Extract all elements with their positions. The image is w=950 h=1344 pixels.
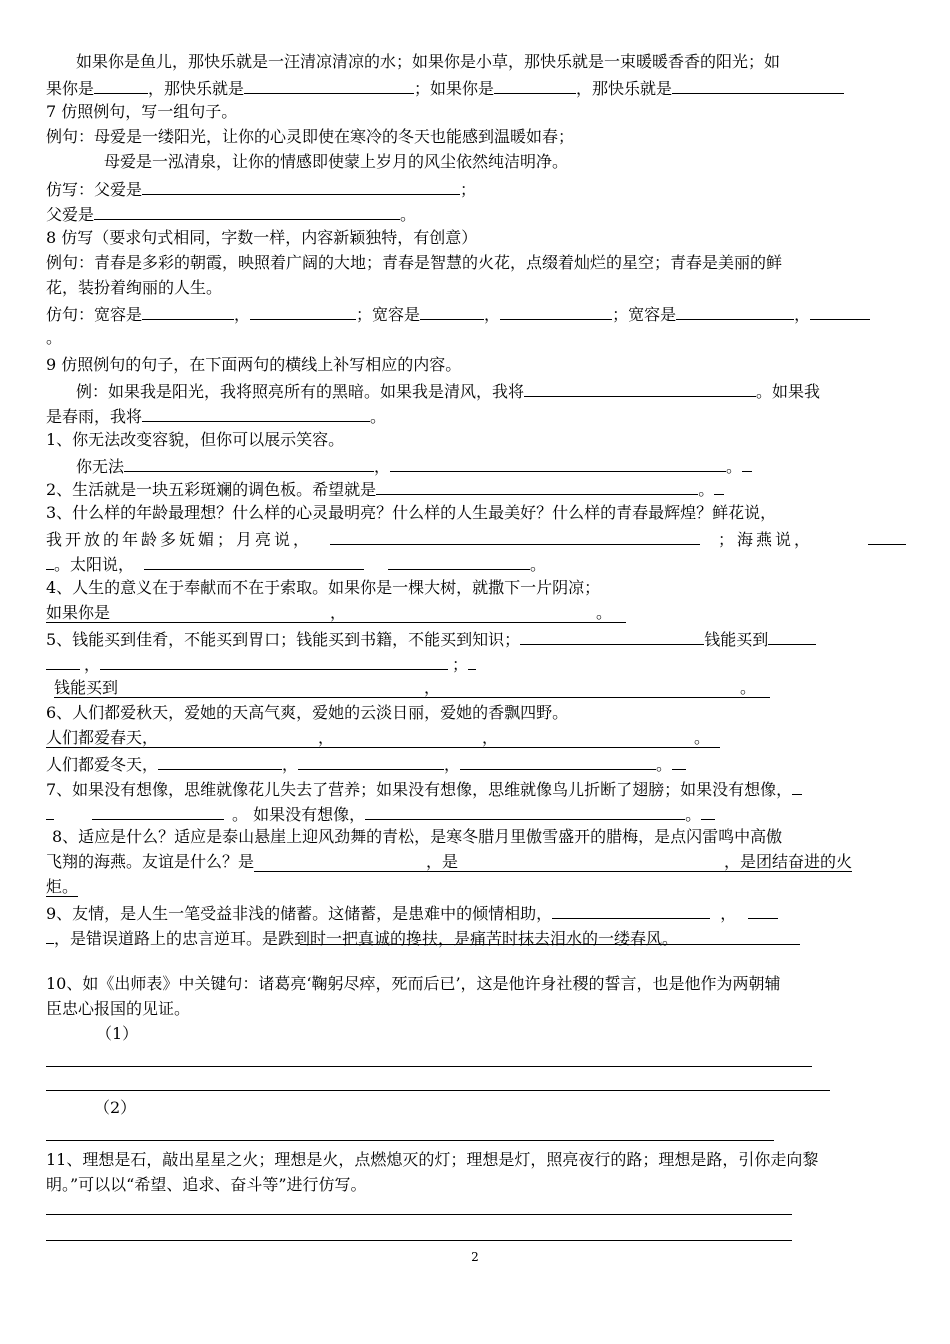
answer-blank[interactable] (388, 551, 530, 570)
text-line: 6、人们都爱秋天，爱她的天高气爽，爱她的云淡日丽，爱她的香飘四野。 (46, 703, 569, 722)
text-line: 4、人生的意义在于奉献而不在于索取。如果你是一棵大树，就撒下一片阴凉； (46, 578, 601, 597)
answer-blank[interactable] (792, 776, 802, 795)
text-line: 人们都爱春天， ， ， 。 (46, 726, 906, 750)
answer-blank[interactable] (46, 551, 54, 570)
text-line: 如果你是 ， 。 (46, 601, 906, 625)
text-line: 明。”可以以“希望、追求、奋斗等”进行仿写。 (46, 1175, 367, 1194)
answer-blank[interactable] (742, 453, 752, 472)
text-line: 仿句：宽容是 ， ；宽容是 ， ；宽容是 ， (46, 301, 906, 325)
answer-blank[interactable] (92, 801, 224, 820)
text-line: 果你是 ，那快乐就是 ；如果你是 ，那快乐就是 (46, 75, 906, 99)
text-line: ， ； (46, 651, 906, 675)
answer-blank[interactable] (300, 944, 800, 945)
page-number: 2 (471, 1250, 479, 1264)
answer-line[interactable] (46, 1140, 774, 1141)
answer-blank[interactable] (46, 651, 80, 670)
text-line: 是春雨，我将 。 (46, 403, 906, 427)
text-line: 9、友情，是人生一笔受益非浅的储蓄。这储蓄，是患难中的倾情相助， ， (46, 900, 906, 924)
question-heading: 10、如《出师表》中关键句：诸葛亮‘鞠躬尽瘁，死而后已’，这是他许身社稷的誓言，也是他作为两朝辅 (46, 974, 781, 993)
answer-blank[interactable] (552, 900, 582, 919)
answer-line[interactable]: （1） (96, 1022, 836, 1046)
text-line: 。 如果没有想像， 。 (46, 801, 906, 825)
answer-blank[interactable] (582, 900, 710, 919)
answer-blank[interactable] (46, 801, 54, 820)
answer-blank[interactable] (142, 176, 460, 195)
example-line: 花，装扮着绚丽的人生。 (46, 278, 223, 297)
question-heading: 8 仿写（要求句式相同，字数一样，内容新颖独特，有创意） (46, 228, 478, 247)
answer-blank[interactable] (94, 75, 148, 94)
answer-blank[interactable] (494, 75, 576, 94)
answer-blank[interactable] (100, 651, 448, 670)
text-line: 3、什么样的年龄最理想？什么样的心灵最明亮？什么样的人生最美好？什么样的青春最辉煌？鲜花说， (46, 503, 777, 522)
answer-blank[interactable] (460, 751, 656, 770)
answer-blank[interactable] (376, 476, 698, 495)
answer-blank[interactable] (142, 301, 234, 320)
text-line: 你无法 ， 。 (46, 453, 936, 477)
answer-line[interactable] (46, 1090, 830, 1091)
answer-blank[interactable] (244, 75, 414, 94)
example-line: 例句：青春是多彩的朝霞，映照着广阔的大地；青春是智慧的火花，点缀着灿烂的星空；青春是美丽的鲜 (46, 253, 783, 272)
answer-blank[interactable] (672, 75, 844, 94)
answer-blank[interactable] (144, 551, 364, 570)
text-line: 7、如果没有想像，思维就像花儿失去了营养；如果没有想像，思维就像鸟儿折断了翅膀；如果没有想像， (46, 776, 906, 800)
answer-line[interactable] (46, 1214, 792, 1215)
answer-blank[interactable] (330, 526, 700, 545)
answer-blank[interactable] (250, 301, 356, 320)
answer-blank[interactable] (390, 453, 726, 472)
question-heading: 7 仿照例句，写一组句子。 (46, 102, 238, 121)
answer-blank[interactable] (810, 301, 870, 320)
answer-blank[interactable] (701, 801, 715, 820)
answer-blank[interactable] (46, 925, 54, 944)
text-line: 我开放的年龄多妩媚；月亮说， ；海燕说， (46, 526, 906, 550)
question-heading: 9 仿照例句的句子，在下面两句的横线上补写相应的内容。 (46, 355, 462, 374)
text-line: 仿写：父爱是 ； (46, 176, 906, 200)
answer-blank[interactable] (142, 403, 370, 422)
text-line: 。 (46, 328, 63, 347)
answer-blank[interactable] (94, 201, 400, 220)
text-line: ，是错误道路上的忠言逆耳。是跌到时一把真诚的搀扶，是痛苦时抹去泪水的一缕春风。 (46, 925, 906, 949)
answer-blank[interactable] (714, 476, 724, 495)
answer-line[interactable] (46, 1240, 792, 1241)
text-line: 5、钱能买到佳肴，不能买到胃口；钱能买到书籍，不能买到知识； 钱能买到 (46, 626, 906, 650)
text-line: 臣忠心报国的见证。 (46, 999, 191, 1018)
text-line: 钱能买到 ， 。 (46, 676, 914, 700)
question-heading: 11、理想是石，敲出星星之火；理想是火，点燃熄灭的灯；理想是灯，照亮夜行的路；理想是路，引你走向黎 (46, 1150, 819, 1169)
text-line: 人们都爱冬天， ， ， 。 (46, 751, 906, 775)
text-line: 例：如果我是阳光，我将照亮所有的黑暗。如果我是清风，我将 。如果我 (46, 378, 936, 402)
answer-line[interactable] (46, 1066, 812, 1067)
text-line: 如果你是鱼儿，那快乐就是一汪清凉清凉的水；如果你是小草，那快乐就是一束暖暖香香的阳光；如 (76, 52, 781, 71)
text-line: 炬。 (46, 877, 79, 896)
answer-blank[interactable] (676, 301, 794, 320)
answer-line[interactable]: （2） (94, 1096, 840, 1120)
answer-blank[interactable] (868, 544, 906, 545)
text-line: 8、适应是什么？适应是泰山悬崖上迎风劲舞的青松，是寒冬腊月里傲雪盛开的腊梅，是点闪雷鸣中高傲 (52, 827, 783, 846)
text-line: 2、生活就是一块五彩斑斓的调色板。希望就是 。 (46, 476, 906, 500)
answer-blank[interactable] (365, 801, 685, 820)
answer-blank[interactable] (298, 751, 444, 770)
text-line: 飞翔的海燕。友谊是什么？是 ，是 ，是团结奋进的火 (46, 852, 853, 871)
answer-blank[interactable] (468, 651, 476, 670)
example-line: 母爱是一泓清泉，让你的情感即使蒙上岁月的风尘依然纯洁明净。 (104, 152, 569, 171)
question-heading: 1、你无法改变容貌，但你可以展示笑容。 (46, 430, 345, 449)
answer-blank[interactable] (124, 453, 374, 472)
example-line: 例句：母爱是一缕阳光，让你的心灵即使在寒冷的冬天也能感到温暖如春； (46, 127, 575, 146)
text-line: 。太阳说， 。 (46, 551, 906, 575)
answer-blank[interactable] (500, 301, 612, 320)
answer-blank[interactable] (520, 626, 704, 645)
answer-blank[interactable] (524, 378, 756, 397)
answer-blank[interactable] (672, 751, 686, 770)
text-line: 父爱是 。 (46, 201, 906, 225)
answer-blank[interactable] (158, 751, 282, 770)
answer-blank[interactable] (768, 626, 816, 645)
answer-blank[interactable] (748, 900, 778, 919)
answer-blank[interactable] (420, 301, 484, 320)
